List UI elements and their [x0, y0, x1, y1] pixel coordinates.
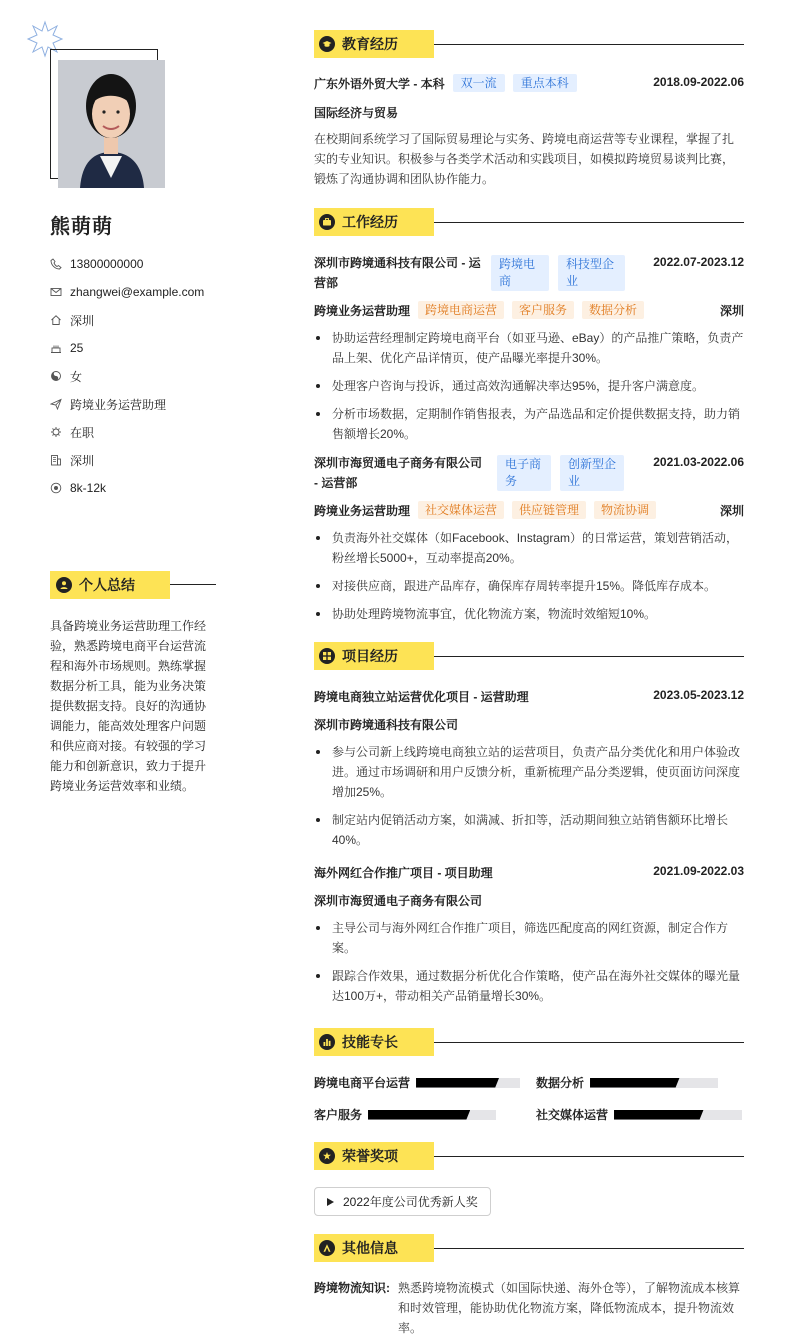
work-bullets [314, 528, 744, 632]
project-name: 跨境电商独立站运营优化项目 - 运营助理 [314, 690, 529, 704]
list-item: 制定站内促销活动方案，如满减、折扣等，活动期间独立站销售额环比增长40%。 [314, 810, 744, 850]
city-row [50, 446, 204, 474]
work-company: 深圳市海贸通电子商务有限公司 - 运营部 [314, 456, 483, 490]
age-row [50, 334, 204, 362]
skill-name: 社交媒体运营 [536, 1108, 609, 1122]
project-date: 2023.05-2023.12 [653, 688, 744, 702]
play-icon [327, 1198, 334, 1206]
skills-section-header [314, 1028, 744, 1056]
position-text: 跨境业务运营助理 [70, 397, 167, 412]
company-tag: 电子商 务 [497, 455, 551, 491]
skill-tag: 数据分析 [582, 301, 644, 319]
phone-icon [50, 258, 62, 270]
list-item: 跟踪合作效果，通过数据分析优化合作策略，使产品在海外社交媒体的曝光量达100万+，带动相关产品销量增长30%。 [314, 966, 744, 1006]
company-tag: 科技型企 业 [558, 255, 625, 291]
divider [434, 44, 744, 45]
list-item: 主导公司与海外网红合作推广项目，筛选匹配度高的网红资源，制定合作方案。 [314, 918, 744, 958]
cake-icon [50, 342, 62, 354]
school-tag: 重点本科 [513, 74, 577, 92]
building-icon [50, 454, 62, 466]
other-title: 其他信息 [342, 1240, 398, 1256]
mail-icon [50, 286, 62, 298]
skill-tag: 客户服务 [512, 301, 574, 319]
work-city: 深圳 [719, 304, 744, 318]
skill-bar [614, 1110, 742, 1120]
user-icon [56, 577, 72, 593]
phone-text: 13800000000 [70, 257, 144, 271]
work-date: 2021.03-2022.06 [653, 455, 744, 469]
work-company: 深圳市跨境通科技有限公司 - 运 营部 [314, 256, 481, 290]
company-tag: 跨境电 商 [491, 255, 549, 291]
graduation-cap-icon [319, 36, 335, 52]
school-tag: 双一流 [453, 74, 505, 92]
divider [434, 1156, 744, 1157]
work-role: 跨境业务运营助理 [314, 303, 411, 318]
skill-item [314, 1106, 496, 1123]
summary-section-header [50, 571, 216, 599]
skill-bar [590, 1078, 718, 1088]
list-item: 参与公司新上线跨境电商独立站的运营项目，负责产品分类优化和用户体验改进。通过市场调研和用户反馈分析，重新梳理产品分类逻辑，使页面访问深度增加25%。 [314, 742, 744, 802]
project-date: 2021.09-2022.03 [653, 864, 744, 878]
skill-bar-fill [416, 1078, 499, 1088]
projects-section-header [314, 642, 744, 670]
briefcase-icon [319, 214, 335, 230]
age-text: 25 [70, 341, 84, 355]
honors-section-header [314, 1142, 744, 1170]
list-item: 分析市场数据，定期制作销售报表，为产品选品和定价提供数据支持，助力销售额增长20%。 [314, 404, 744, 444]
status-row [50, 418, 204, 446]
work-role: 跨境业务运营助理 [314, 503, 411, 518]
status-text: 在职 [70, 425, 95, 440]
skill-bar-fill [590, 1078, 680, 1088]
honors-title: 荣誉奖项 [342, 1148, 398, 1164]
position-row [50, 390, 204, 418]
project-bullets [314, 742, 744, 858]
bar-chart-icon [319, 1034, 335, 1050]
skill-tag: 供应链管理 [512, 501, 586, 519]
salary-text: 8k-12k [70, 481, 107, 495]
divider [434, 1042, 744, 1043]
skill-bar-fill [614, 1110, 704, 1120]
location-text: 深圳 [70, 313, 95, 328]
work-role-row [314, 501, 656, 519]
school-name: 广东外语外贸大学 - 本科 [314, 76, 445, 91]
skill-tag: 物流协调 [594, 501, 656, 519]
project-bullets [314, 918, 744, 1014]
education-date: 2018.09-2022.06 [653, 75, 744, 89]
sidebar [0, 0, 240, 1338]
info-icon [319, 1240, 335, 1256]
salary-icon [50, 482, 62, 494]
divider [434, 1248, 744, 1249]
city-text: 深圳 [70, 453, 95, 468]
list-item: 协助处理跨境物流事宜，优化物流方案，物流时效缩短10%。 [314, 604, 744, 624]
work-role-row [314, 301, 644, 319]
education-description: 在校期间系统学习了国际贸易理论与实务、跨境电商运营等专业课程，掌握了扎实的专业知识。积极参与各类学术活动和实践项目，如模拟跨境贸易谈判比赛，锻炼了沟通协调和团队协作能力。 [314, 132, 735, 186]
skill-tag: 社交媒体运营 [418, 501, 504, 519]
skill-name: 跨境电商平台运营 [314, 1076, 411, 1090]
salary-row [50, 474, 204, 502]
skill-bar [368, 1110, 496, 1120]
skill-name: 数据分析 [536, 1076, 585, 1090]
list-item: 对接供应商，跟进产品库存，确保库存周转率提升15%。降低库存成本。 [314, 576, 744, 596]
skills-title: 技能专长 [342, 1034, 398, 1050]
work-title: 工作经历 [342, 214, 398, 230]
home-icon [50, 314, 62, 326]
project-company: 深圳市跨境通科技有限公司 [314, 718, 459, 732]
award-text: 2022年度公司优秀新人奖 [343, 1195, 478, 1209]
award-item [314, 1187, 491, 1216]
list-item: 负责海外社交媒体（如Facebook、Instagram）的日常运营，策划营销活动，粉丝增长5000+，互动率提高20%。 [314, 528, 744, 568]
list-item: 处理客户咨询与投诉，通过高效沟通解决率达95%，提升客户满意度。 [314, 376, 744, 396]
skill-name: 客户服务 [314, 1108, 363, 1122]
send-icon [50, 398, 62, 410]
skill-item [536, 1074, 718, 1091]
project-name: 海外网红合作推广项目 - 项目助理 [314, 866, 493, 880]
email-text[interactable]: zhangwei@example.com [70, 285, 205, 299]
skill-item [314, 1074, 520, 1091]
summary-text: 具备跨境业务运营助理工作经验，熟悉跨境电商平台运营流程和海外市场规则。熟练掌握数据分析工具，能为业务决策提供数据支持。良好的沟通协调能力，能高效处理客户问题和供应商对接。有较强的学习能力和创新意识，致力于提升跨境业务运营效率和业绩。 [50, 619, 207, 793]
avatar [58, 60, 165, 188]
gender-row [50, 362, 204, 390]
divider [434, 656, 744, 657]
other-section-header [314, 1234, 744, 1262]
skill-tag: 跨境电商运营 [418, 301, 504, 319]
other-label: 跨境物流知识: [314, 1281, 390, 1295]
list-item: 协助运营经理制定跨境电商平台（如亚马逊、eBay）的产品推广策略，负责产品上架、优化产品详情页，使产品曝光率提升30%。 [314, 328, 744, 368]
education-title: 教育经历 [342, 36, 398, 52]
status-icon [50, 426, 62, 438]
contact-info [50, 250, 204, 502]
work-city: 深圳 [719, 504, 744, 518]
education-major: 国际经济与贸易 [314, 106, 399, 120]
candidate-name: 熊萌萌 [50, 216, 113, 238]
medal-icon [319, 1148, 335, 1164]
work-section-header [314, 208, 744, 236]
skill-item [536, 1106, 742, 1123]
education-header [314, 74, 577, 92]
gender-icon [50, 370, 62, 382]
divider [170, 584, 216, 585]
project-company: 深圳市海贸通电子商务有限公司 [314, 894, 483, 908]
phone-row [50, 250, 204, 278]
gender-text: 女 [70, 369, 83, 384]
company-tag: 创新型企 业 [560, 455, 624, 491]
summary-title: 个人总结 [79, 577, 135, 593]
skill-bar-fill [368, 1110, 470, 1120]
divider [434, 222, 744, 223]
work-bullets [314, 328, 744, 452]
work-date: 2022.07-2023.12 [653, 255, 744, 269]
grid-icon [319, 648, 335, 664]
education-section-header [314, 30, 744, 58]
other-text: 熟悉跨境物流模式（如国际快递、海外仓等），了解物流成本核算和时效管理，能协助优化物流方案，降低物流成本，提升物流效率。 [398, 1281, 741, 1335]
skill-bar [416, 1078, 520, 1088]
projects-title: 项目经历 [342, 648, 398, 664]
email-row [50, 278, 204, 306]
location-row [50, 306, 204, 334]
